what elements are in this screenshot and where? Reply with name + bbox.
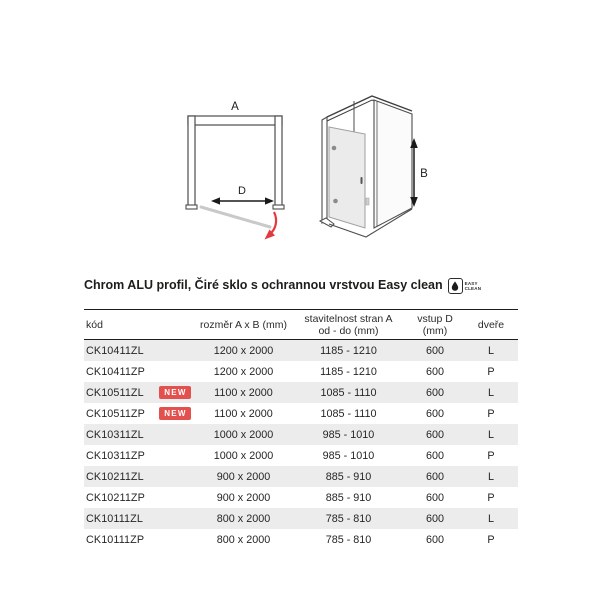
wall-latch (366, 198, 369, 205)
table-row[interactable] (84, 382, 518, 403)
easy-clean-mini-text: EASY CLEAN (464, 281, 482, 291)
cell-door: L (487, 428, 494, 441)
water-drop-icon (448, 278, 463, 294)
cell-entry: 600 (425, 512, 444, 525)
cell-size: 800 x 2000 (216, 533, 271, 546)
cell-size: 1100 x 2000 (214, 386, 273, 399)
cell-entry: 600 (425, 533, 444, 546)
cell-entry: 600 (425, 428, 444, 441)
cell-adjust: 1085 - 1110 (320, 386, 377, 399)
cell-size: 1000 x 2000 (213, 449, 274, 462)
cell-code: CK10511ZL (86, 386, 144, 399)
cell-adjust: 1185 - 1210 (320, 344, 377, 357)
header-entry: vstup D (mm) (417, 313, 453, 337)
cell-door: L (487, 344, 494, 357)
cell-door: P (487, 533, 495, 546)
table-row[interactable] (84, 424, 518, 445)
easy-clean-logo (448, 278, 482, 294)
new-badge: NEW (159, 386, 191, 399)
section-title: Chrom ALU profil, Čiré sklo s ochrannou vrstvou Easy clean (84, 278, 443, 292)
cell-code: CK10111ZL (86, 512, 143, 525)
cell-code: CK10311ZP (86, 449, 145, 462)
table-row[interactable] (84, 445, 518, 466)
cell-badge (154, 407, 196, 420)
cell-entry: 600 (425, 470, 444, 483)
cell-code: CK10211ZL (86, 470, 144, 483)
cell-door: P (487, 491, 495, 504)
cell-adjust: 1085 - 1110 (320, 407, 377, 420)
dimension-b-label: B (420, 168, 428, 180)
cell-door: P (487, 449, 495, 462)
new-badge: NEW (159, 407, 191, 420)
header-code: kód (86, 318, 103, 331)
cell-door: P (487, 365, 495, 378)
arrowhead-right (265, 197, 274, 204)
cell-size: 1200 x 2000 (213, 365, 274, 378)
frame-left-post (188, 116, 195, 206)
cell-door: L (487, 470, 494, 483)
header-size: rozměr A x B (mm) (200, 318, 287, 331)
table-row[interactable] (84, 340, 518, 361)
frame-left-foot (186, 205, 197, 209)
frame-right-foot (273, 205, 284, 209)
title-divider (84, 309, 518, 310)
left-wall-profile (322, 117, 327, 223)
frame-right-post (275, 116, 282, 206)
table-header-row (84, 312, 518, 340)
cell-badge (154, 386, 196, 399)
product-spec-table (84, 312, 518, 550)
cell-door: L (487, 512, 494, 525)
cell-code: CK10211ZP (86, 491, 145, 504)
glass-door-panel (329, 127, 365, 228)
cell-adjust: 785 - 810 (325, 512, 372, 525)
arrowhead-left (211, 197, 220, 204)
cell-size: 800 x 2000 (216, 512, 271, 525)
table-row[interactable] (84, 361, 518, 382)
cell-code: CK10411ZP (86, 365, 145, 378)
door-handle (361, 177, 363, 184)
frame-top-bar (188, 116, 282, 125)
technical-diagrams (0, 0, 600, 270)
cell-entry: 600 (425, 449, 444, 462)
perspective-view-diagram (320, 96, 428, 237)
cell-adjust: 785 - 810 (325, 533, 372, 546)
table-row[interactable] (84, 529, 518, 550)
cell-adjust: 1185 - 1210 (320, 365, 377, 378)
dimension-d-label: D (238, 185, 246, 197)
cell-code: CK10111ZP (86, 533, 145, 546)
header-adjustability: stavitelnost stran A od - do (mm) (304, 313, 393, 337)
table-row[interactable] (84, 487, 518, 508)
open-door-panel (201, 207, 270, 227)
section-title-row (84, 278, 518, 294)
cell-code: CK10511ZP (86, 407, 145, 420)
cell-adjust: 885 - 910 (325, 470, 372, 483)
top-view-diagram (186, 101, 284, 240)
cell-entry: 600 (425, 491, 444, 504)
cell-size: 1200 x 2000 (213, 344, 274, 357)
cell-entry: 600 (425, 386, 444, 399)
cell-entry: 600 (425, 407, 444, 420)
door-hinge-top (332, 146, 337, 151)
cell-entry: 600 (425, 344, 444, 357)
cell-adjust: 885 - 910 (325, 491, 372, 504)
table-row[interactable] (84, 466, 518, 487)
cell-door: L (487, 386, 494, 399)
door-hinge-bottom (333, 199, 338, 204)
cell-code: CK10311ZL (86, 428, 144, 441)
table-row[interactable] (84, 508, 518, 529)
header-door: dveře (477, 318, 505, 331)
cell-code: CK10411ZL (86, 344, 144, 357)
right-wall-panel (374, 100, 412, 228)
dimension-a-label: A (231, 101, 239, 113)
door-swing-arrow (270, 212, 276, 234)
table-row[interactable] (84, 403, 518, 424)
cell-size: 900 x 2000 (216, 491, 271, 504)
cell-entry: 600 (425, 365, 444, 378)
cell-size: 1000 x 2000 (213, 428, 274, 441)
cell-size: 1100 x 2000 (214, 407, 273, 420)
cell-size: 900 x 2000 (216, 470, 271, 483)
cell-door: P (487, 407, 495, 420)
cell-adjust: 985 - 1010 (322, 428, 375, 441)
cell-adjust: 985 - 1010 (322, 449, 375, 462)
